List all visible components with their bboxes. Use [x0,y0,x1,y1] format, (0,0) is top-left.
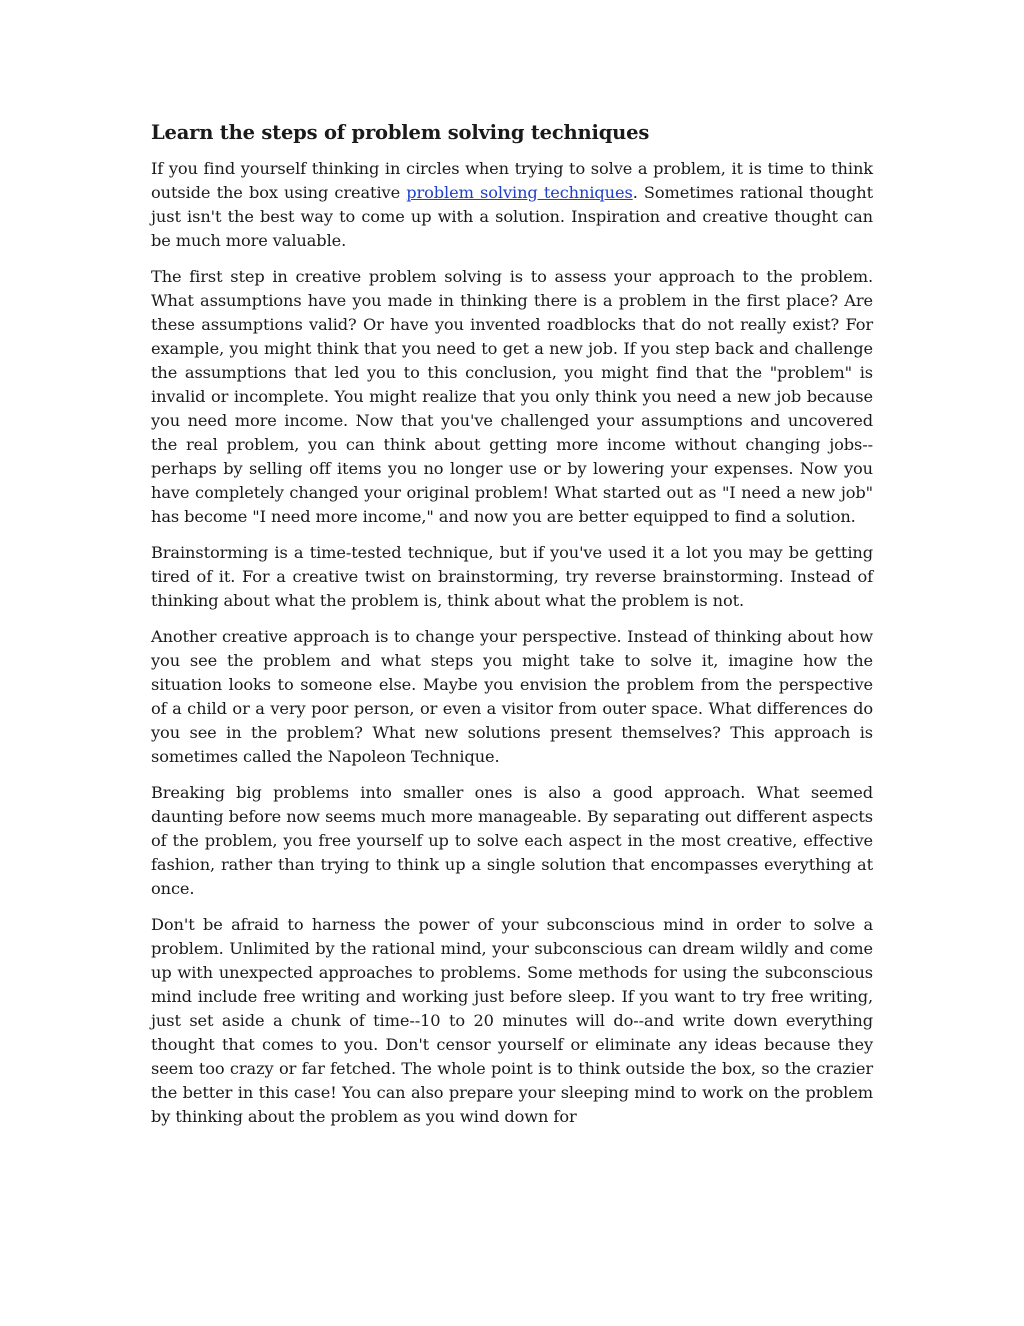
paragraph-subconscious: Don't be afraid to harness the power of your subconscious mind in order to solve a problem. Unlimited by the rational mind, your subconscious can dream wildly and come up with unexpected approaches to problems. Some methods for using the subconscious mind include free writing and working just before sleep. If you want to try free writing, just set aside a chunk of time--10 to 20 minutes will do--and write down everything thought that comes to you. Don't censor yourself or eliminate any ideas because they seem too crazy or far fetched. The whole point is to think outside the box, so the crazier the better in this case! You can also prepare your sleeping mind to work on the problem by thinking about the problem as you wind down for [151,915,873,1126]
document-title: Learn the steps of problem solving techniques [151,121,650,144]
paragraph-intro-text-before: If you find yourself thinking in circles when trying to solve a problem, it is time to think outside the box using creative [151,159,873,202]
paragraph-intro-text-after: . Sometimes rational thought just isn't the best way to come up with a solution. Inspiration and creative thought can be much more valuable. [151,183,873,250]
paragraph-intro [151,157,873,253]
paragraph-perspective: Another creative approach is to change your perspective. Instead of thinking about how you see the problem and what steps you might take to solve it, imagine how the situation looks to someone else. Maybe you envision the problem from the perspective of a child or a very poor person, or even a visitor from outer space. What differences do you see in the problem? What new solutions present themselves? This approach is sometimes called the Napoleon Technique. [151,627,873,766]
paragraph-assess-approach: The first step in creative problem solving is to assess your approach to the problem. What assumptions have you made in thinking there is a problem in the first place? Are these assumptions valid? Or have you invented roadblocks that do not really exist? For example, you might think that you need to get a new job. If you step back and challenge the assumptions that led you to this conclusion, you might find that the "problem" is invalid or incomplete. You might realize that you only think you need a new job because you need more income. Now that you've challenged your assumptions and uncovered the real problem, you can think about getting more income without changing jobs--perhaps by selling off items you no longer use or by lowering your expenses. Now you have completely changed your original problem! What started out as "I need a new job" has become "I need more income," and now you are better equipped to find a solution. [151,267,873,526]
paragraph-breaking-problems: Breaking big problems into smaller ones is also a good approach. What seemed daunting before now seems much more manageable. By separating out different aspects of the problem, you free yourself up to solve each aspect in the most creative, effective fashion, rather than trying to think up a single solution that encompasses everything at once. [151,783,873,898]
document-page [151,118,873,1141]
paragraph-brainstorming: Brainstorming is a time-tested technique, but if you've used it a lot you may be getting tired of it. For a creative twist on brainstorming, try reverse brainstorming. Instead of thinking about what the problem is, think about what the problem is not. [151,543,873,610]
problem-solving-techniques-link[interactable]: problem solving techniques [406,183,633,202]
